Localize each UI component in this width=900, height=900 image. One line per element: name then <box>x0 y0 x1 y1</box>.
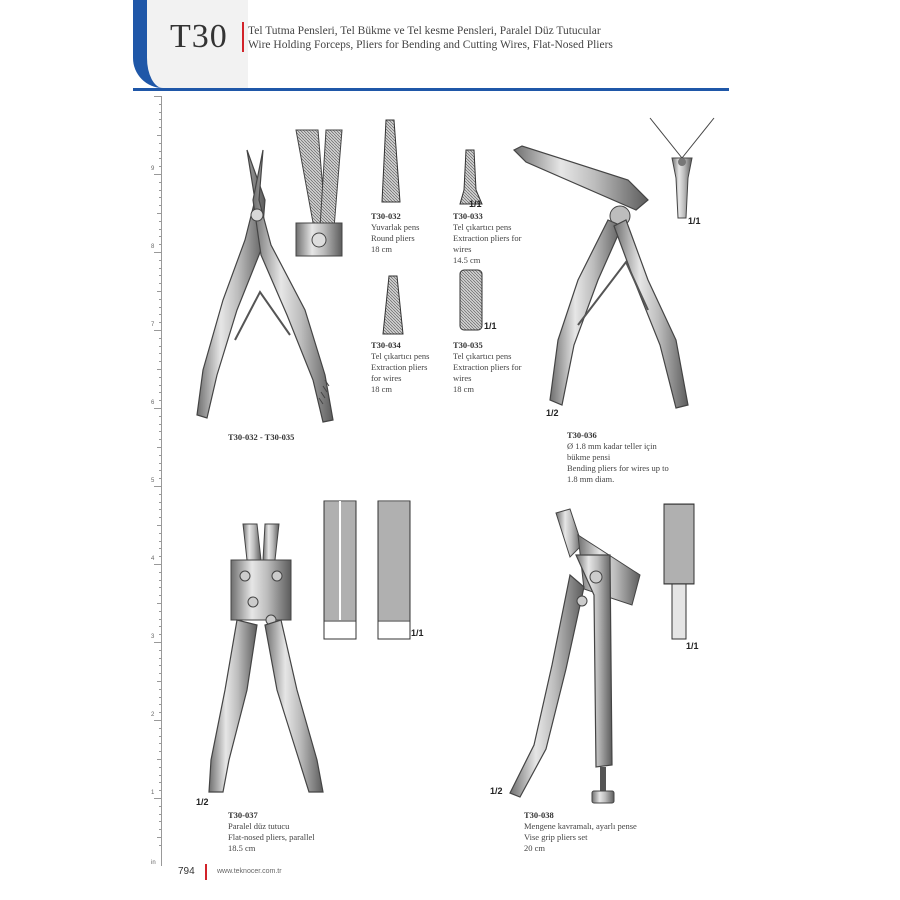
product-name-tr: Mengene kavramalı, ayarlı pense <box>524 821 637 831</box>
round-pliers-jaw-detail <box>292 128 347 258</box>
ruler-tick <box>159 322 162 323</box>
ruler-tick <box>159 353 162 354</box>
ruler-tick <box>159 229 162 230</box>
ruler-tick <box>154 720 162 721</box>
product-name-en: Bending pliers for wires up to <box>567 463 669 473</box>
ruler-tick <box>159 416 162 417</box>
ruler-tick <box>159 814 162 815</box>
product-name-en: Round pliers <box>371 233 415 243</box>
product-size: 18 cm <box>371 244 393 254</box>
ruler-tick <box>159 704 162 705</box>
ruler-tick <box>159 743 162 744</box>
ruler-tick <box>154 252 162 253</box>
product-code: T30-034 <box>371 340 401 350</box>
footer-divider <box>205 864 207 880</box>
ruler-tick <box>159 361 162 362</box>
ruler-tick <box>159 587 162 588</box>
ruler-tick <box>159 829 162 830</box>
ruler-tick <box>159 158 162 159</box>
ruler-tick <box>159 736 162 737</box>
ruler-tick <box>159 673 162 674</box>
ruler-tick <box>159 392 162 393</box>
ruler-tick <box>154 564 162 565</box>
product-name-en: wires <box>453 244 472 254</box>
ruler-tick <box>159 728 162 729</box>
product-name-tr: Paralel düz tutucu <box>228 821 290 831</box>
ruler-tick <box>157 837 162 838</box>
product-name-en: Vise grip pliers set <box>524 832 588 842</box>
ruler-tick <box>159 775 162 776</box>
catalog-code: T30 <box>170 18 228 55</box>
ruler-tick <box>159 470 162 471</box>
ruler-tick <box>159 104 162 105</box>
vise-grip-jaw-detail <box>662 502 696 642</box>
ruler-tick <box>159 478 162 479</box>
ruler-number: 8 <box>151 244 155 250</box>
product-code: T30-038 <box>524 810 554 820</box>
ruler-tick <box>159 845 162 846</box>
ruler-tick <box>154 408 162 409</box>
product-code: T30-032 <box>371 211 401 221</box>
ruler-tick <box>159 182 162 183</box>
ruler-tick <box>159 338 162 339</box>
jaw-surface-smooth <box>377 500 411 642</box>
ruler-number: 7 <box>151 322 155 328</box>
ruler-tick <box>159 626 162 627</box>
tip-profile-032 <box>380 120 402 204</box>
product-name-en: Extraction pliers for <box>453 362 522 372</box>
ruler-tick <box>159 548 162 549</box>
product-code: T30-033 <box>453 211 483 221</box>
product-size: 18 cm <box>371 384 393 394</box>
label-t30-036 <box>567 430 669 485</box>
label-t30-035 <box>453 340 521 395</box>
ruler-number: 4 <box>151 556 155 562</box>
ruler-tick <box>159 400 162 401</box>
label-t30-032 <box>371 211 419 255</box>
ruler-tick <box>159 455 162 456</box>
label-t30-034 <box>371 340 429 395</box>
vise-grip-illustration <box>500 505 660 810</box>
ruler-tick <box>159 283 162 284</box>
ruler-tick <box>157 603 162 604</box>
product-name-tr: bükme pensi <box>567 452 611 462</box>
ruler-tick <box>159 463 162 464</box>
ruler-tick <box>159 689 162 690</box>
group-label-t30-032-035: T30-032 - T30-035 <box>228 432 295 442</box>
product-name-tr: Tel çıkartıcı pens <box>371 351 430 361</box>
ruler-tick <box>159 439 162 440</box>
ruler-unit: in <box>151 860 156 866</box>
ruler-tick <box>159 143 162 144</box>
ruler-number: 2 <box>151 712 155 718</box>
ruler-tick <box>159 541 162 542</box>
product-name-tr: Yuvarlak pens <box>371 222 420 232</box>
ruler-tick <box>159 424 162 425</box>
ruler-tick <box>159 299 162 300</box>
tip-profile-033 <box>458 150 484 206</box>
ruler-tick <box>159 275 162 276</box>
ruler-tick <box>154 174 162 175</box>
ruler-tick <box>159 190 162 191</box>
ruler-tick <box>159 782 162 783</box>
ruler-tick <box>159 751 162 752</box>
ruler-tick <box>159 119 162 120</box>
ruler-tick <box>157 291 162 292</box>
ruler-tick <box>154 486 162 487</box>
ruler-tick <box>159 307 162 308</box>
ruler-tick <box>159 697 162 698</box>
ruler-tick <box>159 112 162 113</box>
ruler-tick <box>159 268 162 269</box>
ruler-tick <box>154 798 162 799</box>
ruler-tick <box>159 244 162 245</box>
ruler-tick <box>159 572 162 573</box>
ruler-tick <box>157 213 162 214</box>
ruler-tick <box>159 260 162 261</box>
product-size: 20 cm <box>524 843 546 853</box>
product-name-tr: Ø 1.8 mm kadar teller için <box>567 441 657 451</box>
product-size: 14.5 cm <box>453 255 481 265</box>
product-name-en: for wires <box>371 373 402 383</box>
ruler-tick <box>159 634 162 635</box>
product-name-en: wires <box>453 373 472 383</box>
bending-pliers-tip-detail <box>648 118 716 228</box>
tip-profile-034 <box>381 276 405 336</box>
scale-marker: 1/1 <box>469 199 482 209</box>
ruler-tick <box>159 197 162 198</box>
scale-marker: 1/2 <box>490 786 503 796</box>
ruler-number: 6 <box>151 400 155 406</box>
product-name-en: 1.8 mm diam. <box>567 474 615 484</box>
product-code: T30-037 <box>228 810 258 820</box>
ruler-tick <box>154 642 162 643</box>
ruler-tick <box>159 580 162 581</box>
ruler-tick <box>159 595 162 596</box>
label-t30-038 <box>524 810 637 854</box>
scale-marker: 1/2 <box>546 408 559 418</box>
ruler-tick <box>159 533 162 534</box>
label-t30-033 <box>453 211 521 266</box>
ruler-tick <box>159 494 162 495</box>
ruler-tick <box>157 681 162 682</box>
ruler-tick <box>159 619 162 620</box>
product-name-en: Flat-nosed pliers, parallel <box>228 832 315 842</box>
ruler-tick <box>157 447 162 448</box>
ruler-tick <box>159 502 162 503</box>
scale-marker: 1/1 <box>484 321 497 331</box>
ruler-tick <box>157 759 162 760</box>
title-turkish: Tel Tutma Pensleri, Tel Bükme ve Tel kesme Pensleri, Paralel Düz Tutucular <box>248 25 601 37</box>
ruler-tick <box>159 556 162 557</box>
ruler-number: 9 <box>151 166 155 172</box>
ruler-number: 3 <box>151 634 155 640</box>
ruler-tick <box>159 821 162 822</box>
header-rule <box>133 88 729 91</box>
title-divider <box>242 22 244 52</box>
ruler-number: 1 <box>151 790 155 796</box>
product-size: 18.5 cm <box>228 843 256 853</box>
product-name-tr: Tel çıkartıcı pens <box>453 222 512 232</box>
ruler-tick <box>159 236 162 237</box>
scale-marker: 1/1 <box>688 216 701 226</box>
ruler-tick <box>159 314 162 315</box>
product-name-en: Extraction pliers for <box>453 233 522 243</box>
ruler-tick <box>159 221 162 222</box>
product-size: 18 cm <box>453 384 475 394</box>
inch-ruler <box>150 96 162 866</box>
ruler-tick <box>159 385 162 386</box>
page-number: 794 <box>178 866 195 877</box>
ruler-tick <box>159 806 162 807</box>
ruler-tick <box>157 135 162 136</box>
ruler-tick <box>159 665 162 666</box>
ruler-tick <box>159 346 162 347</box>
ruler-tick <box>159 517 162 518</box>
website-link[interactable]: www.teknocer.com.tr <box>217 868 282 875</box>
label-t30-037 <box>228 810 315 854</box>
ruler-tick <box>159 611 162 612</box>
scale-marker: 1/1 <box>686 641 699 651</box>
ruler-tick <box>159 767 162 768</box>
ruler-tick <box>159 431 162 432</box>
ruler-tick <box>159 509 162 510</box>
ruler-tick <box>159 127 162 128</box>
ruler-tick <box>159 790 162 791</box>
title-english: Wire Holding Forceps, Pliers for Bending and Cutting Wires, Flat-Nosed Pliers <box>248 39 613 51</box>
ruler-tick <box>159 205 162 206</box>
ruler-tick <box>159 658 162 659</box>
jaw-surface-serrated <box>323 500 357 642</box>
ruler-tick <box>157 369 162 370</box>
scale-marker: 1/1 <box>411 628 424 638</box>
ruler-tick <box>159 377 162 378</box>
ruler-tick <box>154 330 162 331</box>
ruler-tick <box>154 96 162 97</box>
ruler-tick <box>159 166 162 167</box>
ruler-tick <box>157 525 162 526</box>
ruler-tick <box>159 712 162 713</box>
product-code: T30-036 <box>567 430 597 440</box>
scale-marker: 1/2 <box>196 797 209 807</box>
ruler-tick <box>159 151 162 152</box>
product-name-en: Extraction pliers <box>371 362 428 372</box>
tip-profile-035 <box>458 268 484 332</box>
ruler-number: 5 <box>151 478 155 484</box>
ruler-tick <box>159 650 162 651</box>
product-name-tr: Tel çıkartıcı pens <box>453 351 512 361</box>
product-code: T30-035 <box>453 340 483 350</box>
